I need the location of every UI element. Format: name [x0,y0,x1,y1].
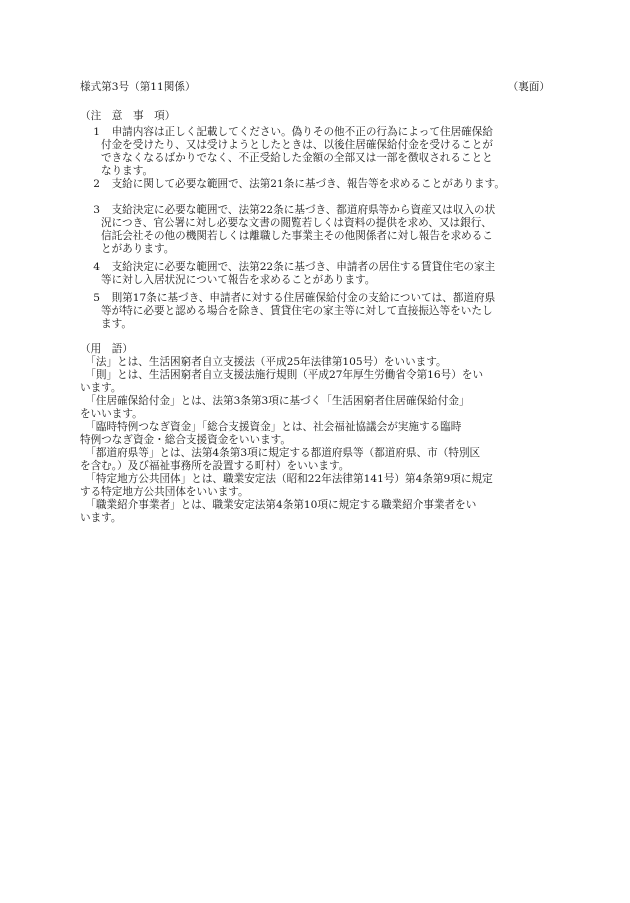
term-line: 「職業紹介事業者」とは、職業安定法第4条第10項に規定する職業紹介事業者をい [80,499,477,511]
note-line: 支給に関して必要な範囲で、法第21条に基づき、報告等を求めることがあります。 [101,178,505,190]
term-line: 「臨時特例つなぎ資金」「総合支援資金」とは、社会福祉協議会が実施する臨時 [80,421,462,433]
notes-heading: （注 意 事 項） [80,110,176,122]
note-line: 支給決定に必要な範囲で、法第22条に基づき、申請者の居住する賃貸住宅の家主 [101,261,496,273]
note-line: 況につき、官公署に対し必要な文書の閲覧若しくは資料の提供を求め、又は銀行、 [101,217,492,229]
note-line: できなくなるばかりでなく、不正受給した金額の全部又は一部を徴収されることと [101,152,493,164]
terms-heading: （用 語） [80,343,133,355]
note-number: 5 [93,292,100,304]
page-header [80,81,550,95]
term-line: います。 [80,512,122,524]
note-line: とがあります。 [101,243,175,255]
terms-section [80,356,550,525]
note-line: 則第17条に基づき、申請者に対する住居確保給付金の支給については、都道府県 [101,292,496,304]
note-line: 支給決定に必要な範囲で、法第22条に基づき、都道府県等から資産又は収入の状 [101,204,496,216]
side-label: （裏面） [507,81,550,93]
note-line: ます。 [101,318,132,330]
term-line: います。 [80,382,122,394]
note-line: 信託会社その他の機関若しくは離職した事業主その他関係者に対し報告を求めるこ [101,230,493,242]
note-text [101,204,551,256]
note-line: 等に対し入居状況について報告を求めることがあります。 [101,274,376,286]
note-text [101,261,551,287]
note-line: 等が特に必要と認める場合を除き、賃貸住宅の家主等に対して直接振込等をいたし [101,305,493,317]
term-line: 特例つなぎ資金・総合支援資金をいいます。 [80,434,292,446]
note-number: 1 [93,126,100,138]
note-text [101,292,551,331]
term-line: 「則」とは、生活困窮者自立支援法施行規則（平成27年厚生労働省令第16号）をい [80,369,484,381]
note-line: なります。 [101,165,154,177]
form-label: 様式第3号（第11関係） [80,81,196,93]
note-number: 4 [93,261,100,273]
note-text [101,178,551,191]
term-line: 「都道府県等」とは、法第4条第3項に規定する都道府県等（都道府県、市（特別区 [80,447,481,459]
note-number: 3 [93,204,100,216]
term-line: 「法」とは、生活困窮者自立支援法（平成25年法律第105号）をいいます。 [80,356,447,368]
term-line: 「特定地方公共団体」とは、職業安定法（昭和22年法律第141号）第4条第9項に規定 [80,473,493,485]
note-number: 2 [93,178,100,190]
term-line: 「住居確保給付金」とは、法第3条第3項に基づく「生活困窮者住居確保給付金」 [80,395,470,407]
note-line: 申請内容は正しく記載してください。偽りその他不正の行為によって住居確保給 [101,126,493,138]
note-text [101,126,551,178]
term-line: する特定地方公共団体をいいます。 [80,486,249,498]
note-line: 付金を受けたり、又は受けようとしたときは、以後住居確保給付金を受けることが [101,139,493,151]
term-line: を含む。）及び福祉事務所を設置する町村）をいいます。 [80,460,350,472]
term-line: をいいます。 [80,408,143,420]
